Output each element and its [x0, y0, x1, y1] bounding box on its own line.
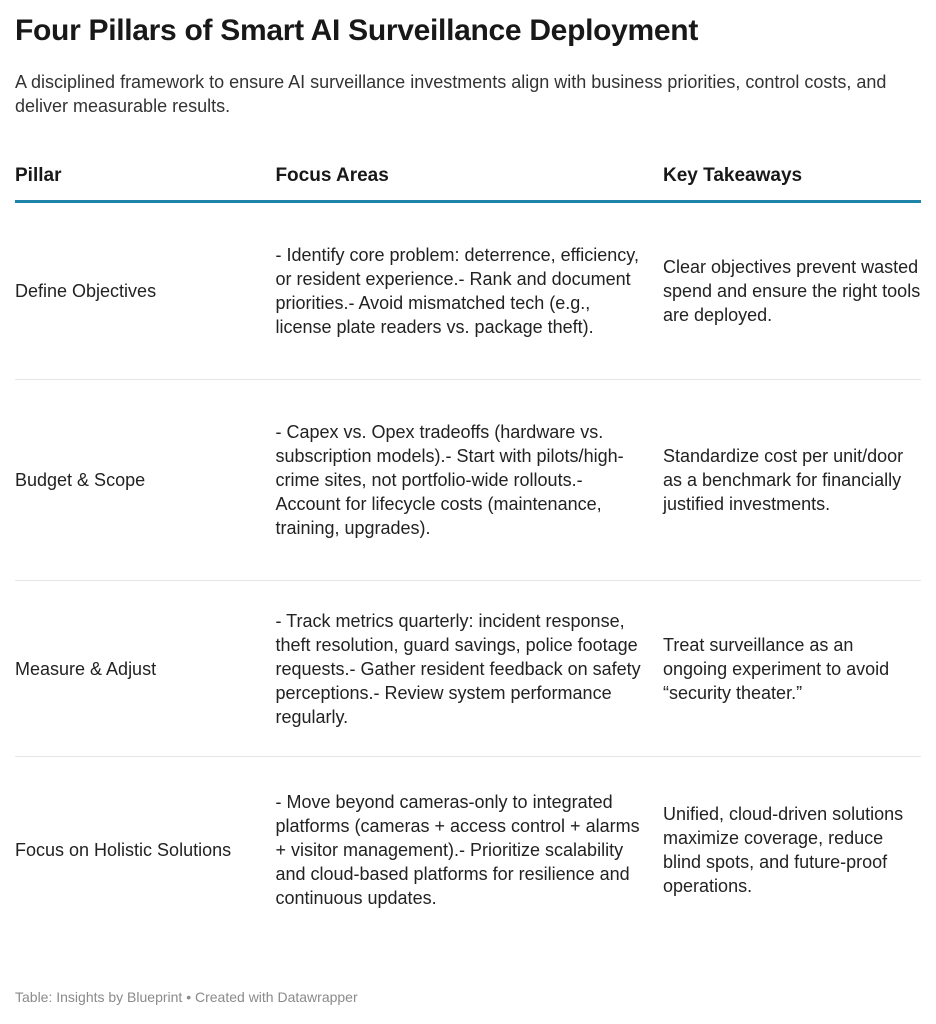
- takeaway-cell: Standardize cost per unit/door as a benchmark for financially justified investments.: [663, 380, 921, 581]
- focus-cell: - Identify core problem: deterrence, efficiency, or resident experience.- Rank and document priorities.- Avoid mismatched tech (e.g., license plate readers vs. package theft).: [275, 202, 663, 380]
- takeaway-cell: Unified, cloud-driven solutions maximize coverage, reduce blind spots, and future-proof operations.: [663, 804, 904, 897]
- subtitle: A disciplined framework to ensure AI surveillance investments align with business priorities, control costs, and deliver measurable results.: [15, 72, 887, 116]
- pillar-cell: Measure & Adjust: [15, 581, 275, 757]
- focus-cell: - Capex vs. Opex tradeoffs (hardware vs. subscription models).- Start with pilots/high-crime sites, not portfolio-wide rollouts.- Account for lifecycle costs (maintenance, training, upgrades).: [275, 380, 663, 581]
- table-row: [15, 202, 921, 380]
- focus-cell: - Track metrics quarterly: incident response, theft resolution, guard savings, police footage requests.- Gather resident feedback on safety perceptions.- Review system performance regularly.: [275, 581, 663, 757]
- page-title: Four Pillars of Smart AI Surveillance Deployment: [15, 14, 699, 47]
- table-row: [15, 581, 921, 757]
- header-key-takeaways: Key Takeaways: [663, 152, 921, 202]
- table-row: [15, 757, 921, 944]
- pillar-cell: Define Objectives: [15, 202, 275, 380]
- focus-cell: - Move beyond cameras-only to integrated platforms (cameras + access control + alarms + visitor management).- Prioritize scalability and cloud-based platforms for resilience and continuous updates.: [275, 792, 640, 909]
- takeaway-cell: Clear objectives prevent wasted spend and ensure the right tools are deployed.: [663, 202, 921, 380]
- pillar-cell: Focus on Holistic Solutions: [15, 840, 232, 861]
- table-row: [15, 380, 921, 581]
- takeaway-cell: Treat surveillance as an ongoing experiment to avoid “security theater.”: [663, 581, 921, 757]
- header-pillar: Pillar: [15, 152, 275, 202]
- footer-credit: Table: Insights by Blueprint • Created with Datawrapper: [15, 989, 358, 1005]
- table-header-row: [15, 152, 921, 202]
- pillar-cell: Budget & Scope: [15, 380, 275, 581]
- pillars-table: [15, 152, 921, 944]
- header-focus-areas: Focus Areas: [275, 152, 663, 202]
